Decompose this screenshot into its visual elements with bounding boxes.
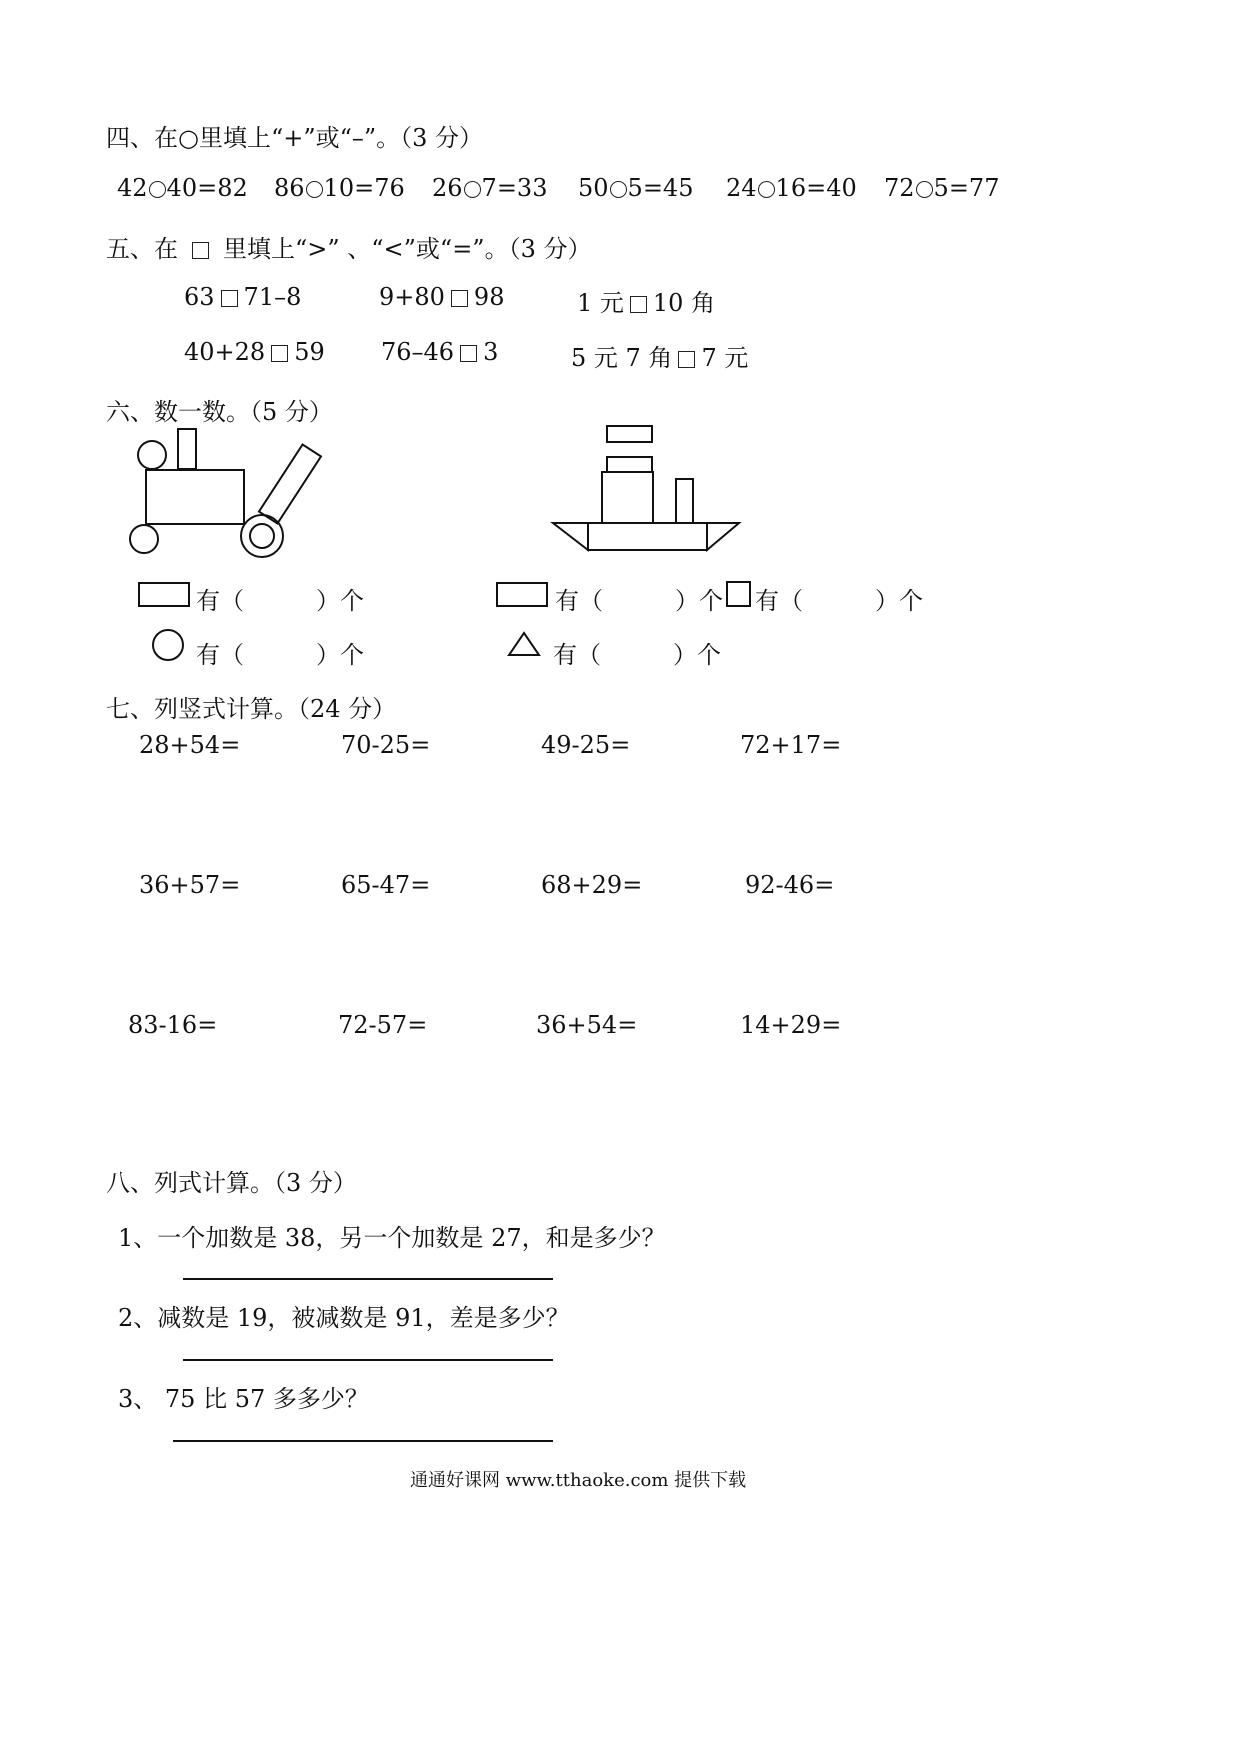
number-a: 86 xyxy=(274,174,305,202)
heading-suffix: 里填上“>” 、“<”或“=”。（3 分） xyxy=(223,235,592,263)
number-b: 5=77 xyxy=(933,174,1000,202)
tractor-big-wheel-outer xyxy=(241,515,283,557)
section4-heading: 四、在○里填上“+”或“–”。（3 分） xyxy=(106,124,484,152)
calc-problem: 72-57= xyxy=(338,1011,428,1039)
calc-problem: 72+17= xyxy=(740,731,842,759)
boat-top-rect xyxy=(607,426,652,442)
tractor-head-circle xyxy=(138,441,166,469)
number-b: 10=76 xyxy=(323,174,405,202)
count-rectangle-boat: 有（ ）个 xyxy=(555,587,723,615)
calc-problem: 36+57= xyxy=(139,871,241,899)
number-a: 72 xyxy=(884,174,915,202)
boat-hull-rect xyxy=(588,523,707,550)
number-a: 26 xyxy=(432,174,463,202)
word-problem-3: 3、 75 比 57 多多少？ xyxy=(118,1385,369,1413)
section8-heading: 八、列式计算。（3 分） xyxy=(106,1169,357,1197)
section6-heading: 六、数一数。（5 分） xyxy=(106,398,333,426)
legend-square-icon xyxy=(727,582,750,606)
calc-problem: 14+29= xyxy=(740,1011,842,1039)
expr-a: 63 xyxy=(184,283,215,311)
expr-a: 1 元 xyxy=(577,289,624,317)
tractor-arm-rect xyxy=(259,444,321,523)
number-a: 24 xyxy=(726,174,757,202)
number-b: 40=82 xyxy=(166,174,248,202)
word-problem-2: 2、减数是 19，被减数是 91，差是多少？ xyxy=(118,1304,570,1332)
legend-circle-icon xyxy=(153,630,183,660)
boat-right-triangle xyxy=(707,523,739,550)
word-problem-1: 1、一个加数是 38，另一个加数是 27，和是多少？ xyxy=(118,1224,666,1252)
calc-problem: 49-25= xyxy=(541,731,631,759)
tractor-body-rect xyxy=(146,470,244,524)
count-rectangle-tractor: 有（ ）个 xyxy=(196,587,364,615)
expr-b: 59 xyxy=(294,338,325,366)
expr-b: 71–8 xyxy=(243,283,302,311)
tractor-small-wheel xyxy=(130,525,158,553)
page-footer: 通通好课网 www.tthaoke.com 提供下载 xyxy=(410,1470,747,1491)
answer-line-1[interactable] xyxy=(183,1278,553,1280)
legend-rectangle-icon-2 xyxy=(497,583,547,606)
expr-a: 5 元 7 角 xyxy=(571,344,673,372)
calc-problem: 70-25= xyxy=(341,731,431,759)
expr-b: 10 角 xyxy=(652,289,716,317)
expr-a: 76–46 xyxy=(381,338,455,366)
answer-line-3[interactable] xyxy=(173,1440,553,1442)
boat-left-triangle xyxy=(553,523,588,550)
legend-triangle-icon xyxy=(509,633,539,655)
boat-cabin-top-rect xyxy=(607,457,652,472)
expr-a: 40+28 xyxy=(184,338,266,366)
expr-b: 3 xyxy=(483,338,499,366)
number-b: 16=40 xyxy=(775,174,857,202)
calc-problem: 36+54= xyxy=(536,1011,638,1039)
expr-a: 9+80 xyxy=(379,283,445,311)
number-a: 42 xyxy=(117,174,148,202)
calc-problem: 83-16= xyxy=(128,1011,218,1039)
number-b: 7=33 xyxy=(481,174,548,202)
answer-line-2[interactable] xyxy=(183,1359,553,1361)
calc-problem: 68+29= xyxy=(541,871,643,899)
boat-cabin-square xyxy=(602,472,653,523)
expr-b: 7 元 xyxy=(701,344,749,372)
calc-problem: 28+54= xyxy=(139,731,241,759)
tractor-chimney-rect xyxy=(178,429,196,469)
boat-mast-rect xyxy=(676,479,693,523)
tractor-big-wheel-inner xyxy=(250,524,274,548)
count-circle: 有（ ）个 xyxy=(196,641,364,669)
legend-rectangle-icon xyxy=(139,583,189,606)
count-square: 有（ ）个 xyxy=(755,587,923,615)
section7-heading: 七、列竖式计算。（24 分） xyxy=(106,695,397,723)
number-a: 50 xyxy=(578,174,609,202)
calc-problem: 92-46= xyxy=(745,871,835,899)
count-triangle: 有（ ）个 xyxy=(553,641,721,669)
calc-problem: 65-47= xyxy=(341,871,431,899)
expr-b: 98 xyxy=(473,283,505,311)
number-b: 5=45 xyxy=(627,174,694,202)
heading-prefix: 五、在 xyxy=(106,235,178,263)
